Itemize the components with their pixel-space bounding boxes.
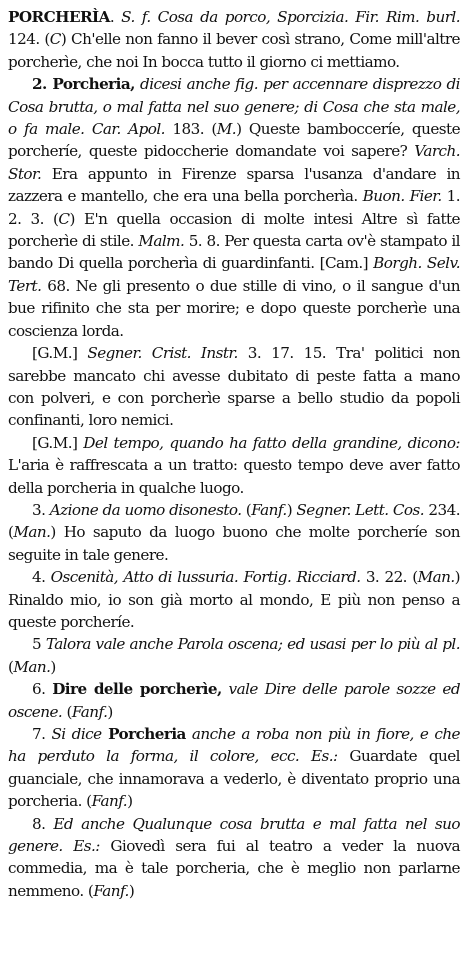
entry-italic-text: Del tempo, quando ha fatto della grandine, dicono: bbox=[83, 433, 460, 452]
entry-italic-text: Segner. Crist. Instr. bbox=[87, 344, 238, 363]
entry-text: ) Ch'elle non fanno il bever così strano, Come mill'altre porcherìe, che noi In bocca tutto il giorno ci mettiamo. bbox=[8, 30, 460, 71]
entry-text: ) E'n quella occasion di molte intesi Altre sì fatte porcherìe di stile. bbox=[8, 209, 460, 251]
entry-text: 7. bbox=[32, 725, 52, 743]
entry-paragraph bbox=[8, 73, 460, 342]
entry-text: 3. bbox=[32, 500, 50, 519]
entry-italic-text: Malm. bbox=[138, 232, 185, 251]
entry-italic-text: Segner. Lett. Cos. bbox=[296, 500, 425, 519]
sense-term: Porcheria bbox=[101, 725, 186, 743]
entry-text: ) Rinaldo mio, io son già morto al mondo, E più non penso a queste porcheríe. bbox=[8, 568, 460, 631]
entry-text: 6. bbox=[32, 680, 53, 699]
entry-italic-text: Fanf. bbox=[71, 702, 108, 721]
entry-italic-text: C bbox=[58, 209, 70, 228]
entry-italic-text: Buon. Fier. bbox=[362, 187, 442, 206]
entry-text: ( bbox=[241, 500, 252, 519]
entry-text: 5. 8. Per questa carta ov'è stampato il bando Di quella porcherìa di guardinfanti. [Cam.] bbox=[8, 232, 460, 273]
entry-text: ) Ho saputo da luogo buono che molte porcheríe son seguite in tale genere. bbox=[8, 523, 460, 564]
entry-italic-text: M. bbox=[216, 120, 237, 139]
entry-italic-text: Fanf. bbox=[91, 792, 128, 811]
entry-text: 183. ( bbox=[164, 120, 217, 139]
entry-italic-text: vale Dire delle parole sozze ed oscene. bbox=[8, 680, 460, 721]
entry-paragraph bbox=[8, 566, 460, 633]
entry-text: 234. ( bbox=[8, 500, 460, 542]
entry-italic-text: Man. bbox=[417, 568, 455, 587]
entry-headword: PORCHERÌA bbox=[8, 8, 110, 26]
entry-italic-text: Varch. Stor. bbox=[8, 142, 460, 183]
entry-paragraph bbox=[8, 342, 460, 432]
entry-paragraph bbox=[8, 723, 460, 813]
entry-italic-text: Fanf. bbox=[251, 500, 287, 519]
entry-paragraph bbox=[8, 678, 460, 723]
entry-italic-text: Man. bbox=[13, 657, 51, 676]
entry-text: 1. 2. 3. ( bbox=[8, 187, 460, 228]
entry-paragraph bbox=[8, 432, 460, 499]
entry-italic-text: Azione da uomo disonesto. bbox=[49, 500, 242, 519]
entry-text: 5 bbox=[32, 635, 46, 654]
entry-text: ) bbox=[128, 881, 135, 900]
entry-text: Era appunto in Firenze sparsa l'usanza d'andare in zazzera e mantello, che era una bella porcherìa. bbox=[8, 164, 460, 206]
entry-text: . bbox=[109, 8, 122, 26]
dictionary-entry-porcheria bbox=[8, 6, 460, 902]
entry-text: Giovedì sera fui al teatro a veder la nuova commedia, ma è tale porcheria, che è meglio non parlarne nemmeno. ( bbox=[8, 837, 460, 900]
entry-italic-text: dicesi anche fig. per accennare disprezzo di Cosa brutta, o mal fatta nel suo genere; di Cosa che sta male, o fa male. Car. Apol. bbox=[8, 75, 460, 139]
entry-text: ) bbox=[127, 792, 133, 811]
entry-paragraph bbox=[8, 499, 460, 566]
entry-text: 3. 22. ( bbox=[360, 568, 418, 587]
entry-italic-text: Borgh. Selv. Tert. bbox=[8, 254, 460, 295]
entry-italic-text: Oscenità, Atto di lussuria. Fortig. Ricciard. bbox=[50, 568, 361, 587]
entry-italic-text: S. f. Cosa da porco, Sporcizia. Fir. Rim. burl. bbox=[121, 8, 460, 26]
entry-italic-text: C bbox=[49, 30, 61, 49]
sense-term: 2. Porcheria, bbox=[32, 75, 135, 94]
entry-text: ) Queste bambocceríe, queste porcheríe, queste pidoccherie domandate voi sapere? bbox=[8, 120, 461, 161]
entry-italic-text: Fanf. bbox=[93, 881, 129, 900]
entry-text: ) bbox=[50, 657, 56, 676]
entry-text: 124. ( bbox=[8, 30, 50, 49]
sense-term: Dire delle porcherìe, bbox=[52, 680, 222, 699]
entry-text: 4. bbox=[32, 568, 51, 587]
entry-italic-text: Si dice bbox=[51, 725, 102, 743]
entry-text: ) bbox=[286, 500, 297, 519]
entry-italic-text: anche a roba non più in fiore, e che ha perduto la forma, il colore, ecc. Es.: bbox=[8, 725, 460, 766]
entry-text: ( bbox=[62, 702, 72, 721]
entry-italic-text: Talora vale anche Parola oscena; ed usasi per lo più al pl. bbox=[45, 635, 461, 654]
entry-text: ) bbox=[107, 702, 113, 721]
entry-text: [G.M.] bbox=[32, 344, 88, 363]
entry-text: Guardate quel guanciale, che innamorava a vederlo, è diventato proprio una porcheria. ( bbox=[8, 747, 460, 811]
entry-text: [G.M.] bbox=[32, 433, 84, 452]
entry-text: 68. Ne gli presento o due stille di vino, o il sangue d'un bue rifinito che sta per morire; e dopo queste porcherìe una coscienza lorda. bbox=[8, 276, 460, 340]
entry-text: ( bbox=[8, 657, 14, 676]
entry-paragraph bbox=[8, 6, 460, 73]
entry-italic-text: Ed anche Qualunque cosa brutta e mal fatta nel suo genere. Es.: bbox=[8, 814, 460, 856]
entry-paragraph bbox=[8, 813, 460, 903]
entry-text: 3. 17. 15. Tra' politici non sarebbe mancato chi avesse dubitato di peste fatta a mano con polveri, e con porcherìe sparse a bello studio da popoli confinanti, loro nemici. bbox=[8, 344, 461, 430]
entry-text: L'aria è raffrescata a un tratto: questo tempo deve aver fatto della porcheria in qualche luogo. bbox=[8, 456, 460, 497]
entry-italic-text: Man. bbox=[13, 523, 51, 542]
entry-text: 8. bbox=[32, 814, 54, 833]
entry-paragraph bbox=[8, 633, 460, 678]
